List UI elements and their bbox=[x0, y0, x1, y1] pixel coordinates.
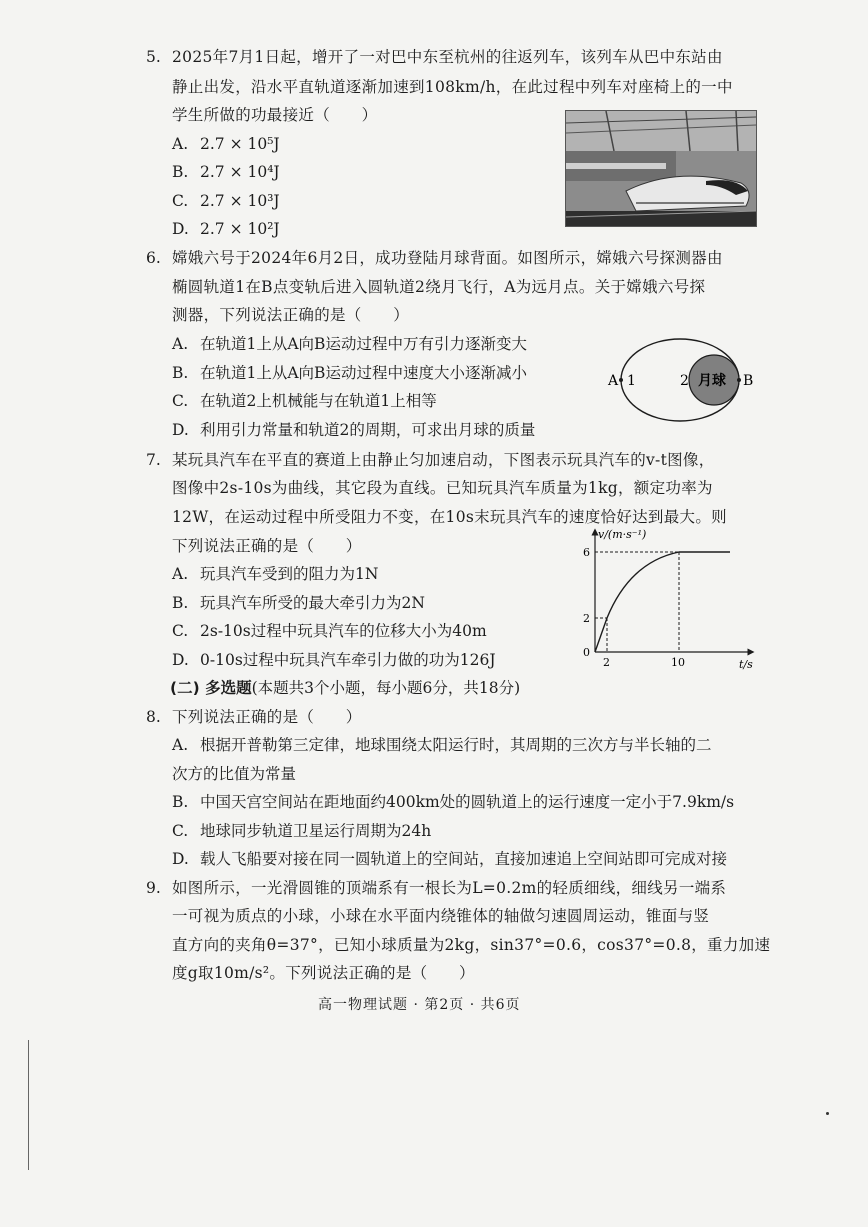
q9-line-4: 度g取10m/s²。下列说法正确的是（ ） bbox=[172, 964, 475, 982]
q6-option-b-letter: B. bbox=[172, 364, 189, 382]
q7-line-1: 某玩具汽车在平直的赛道上由静止匀加速启动，下图表示玩具汽车的v-t图像， bbox=[172, 451, 715, 469]
point-a-label: A bbox=[608, 373, 619, 389]
q5-option-b bbox=[172, 162, 280, 182]
train-photo bbox=[565, 110, 757, 227]
q7-option-d-text: 0-10s过程中玩具汽车牵引力做的功为126J bbox=[200, 651, 496, 669]
q7-number: 7. bbox=[146, 451, 161, 469]
q6-option-b bbox=[172, 363, 527, 383]
point-b-label: B bbox=[743, 373, 754, 389]
q5-option-c-text: 2.7 × 10³J bbox=[200, 192, 280, 210]
q5-line-3: 学生所做的功最接近（ ） bbox=[172, 106, 378, 124]
section-2-title: (二) 多选题 bbox=[170, 679, 252, 697]
q5-option-c-letter: C. bbox=[172, 192, 189, 210]
q8-option-d-text: 载人飞船要对接在同一圆轨道上的空间站，直接加速追上空间站即可完成对接 bbox=[200, 850, 728, 868]
q7-option-a-letter: A. bbox=[172, 565, 189, 583]
v-axis-label: v/(m·s⁻¹) bbox=[598, 528, 647, 541]
q7-option-c bbox=[172, 621, 487, 641]
scan-speck bbox=[826, 1112, 829, 1115]
q6-option-a-letter: A. bbox=[172, 335, 189, 353]
q8-option-c-letter: C. bbox=[172, 822, 189, 840]
q6-line-2: 椭圆轨道1在B点变轨后进入圆轨道2绕月飞行，A为远月点。关于嫦娥六号探 bbox=[172, 278, 706, 296]
train-photo-svg bbox=[566, 111, 756, 226]
q6-option-d bbox=[172, 420, 535, 440]
q6-option-c bbox=[172, 391, 437, 411]
q6-option-c-text: 在轨道2上机械能与在轨道1上相等 bbox=[200, 392, 437, 410]
v-tick-6-label: 6 bbox=[583, 546, 590, 559]
q5-line-1: 2025年7月1日起，增开了一对巴中东至杭州的往返列车，该列车从巴中东站由 bbox=[172, 48, 723, 66]
point-a-dot bbox=[619, 378, 623, 382]
q8-option-b bbox=[172, 792, 734, 812]
q7-option-d bbox=[172, 650, 496, 670]
q5-option-b-text: 2.7 × 10⁴J bbox=[200, 163, 280, 181]
q8-option-d-letter: D. bbox=[172, 850, 189, 868]
moon-label: 月球 bbox=[698, 373, 726, 389]
q6-option-c-letter: C. bbox=[172, 392, 189, 410]
q8-option-b-letter: B. bbox=[172, 793, 189, 811]
q8-option-d bbox=[172, 849, 727, 869]
section-2-note: (本题共3个小题，每小题6分，共18分) bbox=[251, 679, 521, 697]
q8-option-c-text: 地球同步轨道卫星运行周期为24h bbox=[200, 822, 432, 840]
q8-option-c bbox=[172, 821, 431, 841]
q7-option-b bbox=[172, 593, 425, 613]
page-footer: 高一物理试题 · 第2页 · 共6页 bbox=[318, 997, 521, 1013]
q9-line-3: 直方向的夹角θ=37°，已知小球质量为2kg，sin37°=0.6，cos37°=0.8，重力加速 bbox=[172, 936, 771, 954]
orbit-diagram bbox=[600, 335, 765, 425]
q6-option-d-letter: D. bbox=[172, 421, 189, 439]
t-tick-10-label: 10 bbox=[671, 656, 685, 669]
q5-option-b-letter: B. bbox=[172, 163, 189, 181]
q7-option-a-text: 玩具汽车受到的阻力为1N bbox=[200, 565, 379, 583]
q6-line-3: 测器，下列说法正确的是（ ） bbox=[172, 306, 410, 324]
vt-graph bbox=[575, 526, 760, 674]
q7-option-c-text: 2s-10s过程中玩具汽车的位移大小为40m bbox=[200, 622, 487, 640]
q7-option-b-letter: B. bbox=[172, 594, 189, 612]
q5-option-a bbox=[172, 134, 280, 154]
q8-option-b-text: 中国天宫空间站在距地面约400km处的圆轨道上的运行速度一定小于7.9km/s bbox=[200, 793, 735, 811]
q5-option-c bbox=[172, 191, 280, 211]
q8-option-a-cont: 次方的比值为常量 bbox=[172, 765, 297, 783]
q9-number: 9. bbox=[146, 879, 161, 897]
scan-edge-line bbox=[28, 1040, 29, 1170]
vt-curve bbox=[595, 552, 730, 652]
q7-line-4: 下列说法正确的是（ ） bbox=[172, 537, 362, 555]
orbit-2-label: 2 bbox=[680, 373, 689, 389]
q9-line-1: 如图所示，一光滑圆锥的顶端系有一根长为L=0.2m的轻质细线，细线另一端系 bbox=[172, 879, 727, 897]
q5-line-2: 静止出发，沿水平直轨道逐渐加速到108km/h，在此过程中列车对座椅上的一中 bbox=[172, 78, 733, 96]
v-tick-2-label: 2 bbox=[583, 612, 590, 625]
q8-option-a-letter: A. bbox=[172, 736, 189, 754]
t-axis-label: t/s bbox=[739, 658, 753, 671]
point-b-dot bbox=[737, 378, 741, 382]
q5-option-a-text: 2.7 × 10⁵J bbox=[200, 135, 280, 153]
origin-label: 0 bbox=[583, 646, 590, 659]
q6-option-d-text: 利用引力常量和轨道2的周期，可求出月球的质量 bbox=[200, 421, 536, 439]
q6-option-b-text: 在轨道1上从A向B运动过程中速度大小逐渐减小 bbox=[200, 364, 527, 382]
q8-line-1: 下列说法正确的是（ ） bbox=[172, 708, 362, 726]
orbit-1-label: 1 bbox=[627, 373, 636, 389]
q5-option-d-letter: D. bbox=[172, 220, 189, 238]
q5-option-d bbox=[172, 219, 280, 239]
q7-option-d-letter: D. bbox=[172, 651, 189, 669]
q5-number: 5. bbox=[146, 48, 161, 66]
section-2-header bbox=[170, 678, 520, 698]
q7-option-a bbox=[172, 564, 378, 584]
q6-option-a-text: 在轨道1上从A向B运动过程中万有引力逐渐变大 bbox=[200, 335, 527, 353]
q8-option-a bbox=[172, 735, 712, 755]
q6-number: 6. bbox=[146, 249, 161, 267]
q8-number: 8. bbox=[146, 708, 161, 726]
t-tick-2-label: 2 bbox=[603, 656, 610, 669]
q6-line-1: 嫦娥六号于2024年6月2日，成功登陆月球背面。如图所示，嫦娥六号探测器由 bbox=[172, 249, 723, 267]
q5-option-a-letter: A. bbox=[172, 135, 189, 153]
q5-option-d-text: 2.7 × 10²J bbox=[200, 220, 280, 238]
q6-option-a bbox=[172, 334, 527, 354]
q7-line-3: 12W，在运动过程中所受阻力不变，在10s末玩具汽车的速度恰好达到最大。则 bbox=[172, 508, 727, 526]
q8-option-a-text: 根据开普勒第三定律，地球围绕太阳运行时，其周期的三次方与半长轴的二 bbox=[200, 736, 712, 754]
q7-option-c-letter: C. bbox=[172, 622, 189, 640]
q9-line-2: 一可视为质点的小球，小球在水平面内绕锥体的轴做匀速圆周运动，锥面与竖 bbox=[172, 907, 710, 925]
q7-line-2: 图像中2s-10s为曲线，其它段为直线。已知玩具汽车质量为1kg，额定功率为 bbox=[172, 479, 713, 497]
q7-option-b-text: 玩具汽车所受的最大牵引力为2N bbox=[200, 594, 425, 612]
